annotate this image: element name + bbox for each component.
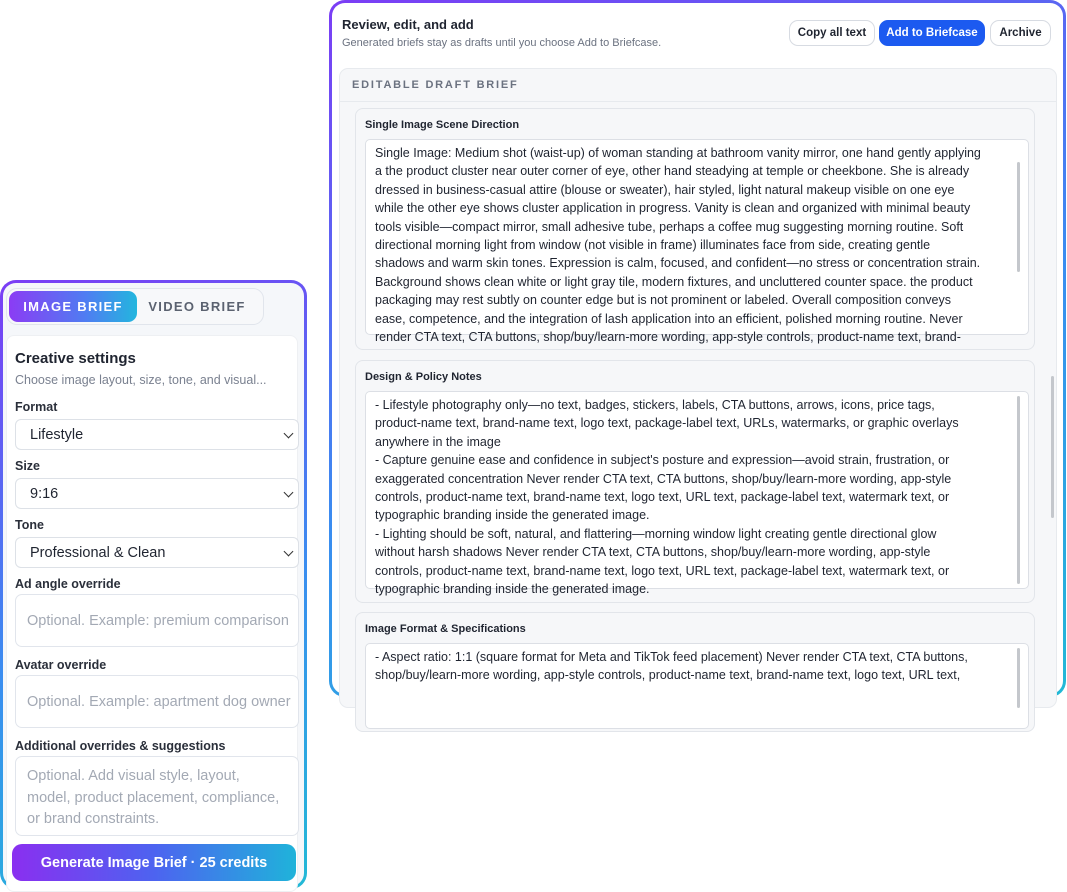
format-specs-textarea[interactable]	[365, 643, 1029, 729]
copy-all-text-button[interactable]: Copy all text	[789, 20, 875, 46]
ad-angle-input[interactable]: Optional. Example: premium comparison	[15, 594, 299, 647]
section-format-specs	[355, 612, 1035, 732]
section-title: Single Image Scene Direction	[365, 119, 520, 131]
chevron-down-icon	[284, 429, 294, 439]
settings-title: Creative settings	[15, 350, 136, 367]
divider	[340, 101, 1056, 102]
brief-type-tabs	[6, 288, 264, 325]
section-scene-direction	[355, 108, 1035, 350]
section-text: - Lifestyle photography only—no text, badges, stickers, labels, CTA buttons, arrows, icons, price tags, product-name text, brand-name text, logo text, package-label text, URLs, watermarks, or graphic overlays anywhere in the image - Capture genuine ease and confidence in subject's posture and expression—avoid strain, frustration, or exaggerated concentration Never render CTA text, CTA buttons, shop/buy/learn-more wording, app-style controls, product-name text, brand-name text, logo text, URL text, package-label text, watermark text, or typographic branding inside the generated image. - Lighting should be soft, natural, and flattering—morning window light creating gentle directional glow without harsh shadows Never render CTA text, CTA buttons, shop/buy/learn-more wording, app-style controls, product-name text, brand-name text, logo text, URL text, package-label text, watermark text, or typographic branding inside the generated image.	[375, 398, 959, 597]
creative-settings-panel	[0, 280, 307, 889]
format-value: Lifestyle	[30, 426, 84, 443]
scrollbar[interactable]	[1017, 648, 1020, 708]
generate-image-brief-button[interactable]: Generate Image Brief · 25 credits	[12, 844, 296, 881]
review-panel	[329, 0, 1066, 697]
draft-label: EDITABLE DRAFT BRIEF	[352, 79, 519, 91]
tone-select[interactable]	[15, 537, 299, 568]
section-title: Design & Policy Notes	[365, 371, 482, 383]
format-select[interactable]	[15, 419, 299, 450]
settings-card	[6, 335, 298, 892]
design-policy-textarea[interactable]	[365, 391, 1029, 597]
additional-overrides-label: Additional overrides & suggestions	[15, 739, 226, 753]
section-title: Image Format & Specifications	[365, 623, 526, 635]
add-to-briefcase-button[interactable]: Add to Briefcase	[879, 20, 985, 46]
ad-angle-label: Ad angle override	[15, 577, 121, 591]
chevron-down-icon	[284, 547, 294, 557]
scene-direction-textarea[interactable]	[365, 139, 1029, 345]
size-select[interactable]	[15, 478, 299, 509]
avatar-label: Avatar override	[15, 658, 107, 672]
section-text: Single Image: Medium shot (waist-up) of woman standing at bathroom vanity mirror, one hand gently applying a the product cluster near outer corner of eye, other hand steadying at temple or cheekbone. She is already dressed in business-casual attire (blouse or sweater), hair styled, light natural makeup visible on one eye while the other eye shows cluster application in progress. Vanity is clean and organized with minimal beauty tools visible—compact mirror, small adhesive tube, perhaps a coffee mug suggesting morning routine. Soft directional morning light from window (not visible in frame) illuminates face from side, creating gentle shadows and warm skin tones. Expression is calm, focused, and confident—no stress or concentration strain. Background shows clean white or light gray tile, modern fixtures, and uncluttered counter space. the product packaging may rest subtly on counter edge but is not prominent or labeled. Overall composition conveys ease, competence, and the integration of lash application into an efficient, polished morning routine. Never render CTA text, CTA buttons, shop/buy/learn-more wording, app-style controls, product-name text, brand-	[375, 146, 981, 345]
review-panel-inner	[332, 3, 1063, 694]
tone-value: Professional & Clean	[30, 544, 166, 561]
review-subtitle: Generated briefs stay as drafts until you choose Add to Briefcase.	[342, 37, 662, 49]
archive-button[interactable]: Archive	[990, 20, 1051, 46]
tab-image-brief[interactable]: IMAGE BRIEF	[9, 291, 137, 322]
tone-label: Tone	[15, 518, 44, 532]
panel-scrollbar[interactable]	[1051, 376, 1054, 518]
size-value: 9:16	[30, 485, 59, 502]
size-label: Size	[15, 459, 41, 473]
format-label: Format	[15, 400, 58, 414]
additional-overrides-textarea[interactable]: Optional. Add visual style, layout, model, product placement, compliance, or brand constraints.	[15, 756, 299, 836]
section-design-policy	[355, 360, 1035, 603]
review-title: Review, edit, and add	[342, 17, 474, 32]
scrollbar[interactable]	[1017, 162, 1020, 272]
scrollbar[interactable]	[1017, 396, 1020, 584]
avatar-input[interactable]: Optional. Example: apartment dog owner	[15, 675, 299, 728]
section-text: - Aspect ratio: 1:1 (square format for Meta and TikTok feed placement) Never render CTA text, CTA buttons, shop/buy/learn-more wording, app-style controls, product-name text, brand-name text, logo text, URL text,	[375, 650, 968, 683]
tab-video-brief[interactable]: VIDEO BRIEF	[148, 299, 246, 314]
creative-settings-panel-inner	[3, 283, 304, 886]
chevron-down-icon	[284, 488, 294, 498]
settings-subtitle: Choose image layout, size, tone, and visual...	[15, 373, 267, 387]
editable-draft-brief	[339, 68, 1057, 708]
